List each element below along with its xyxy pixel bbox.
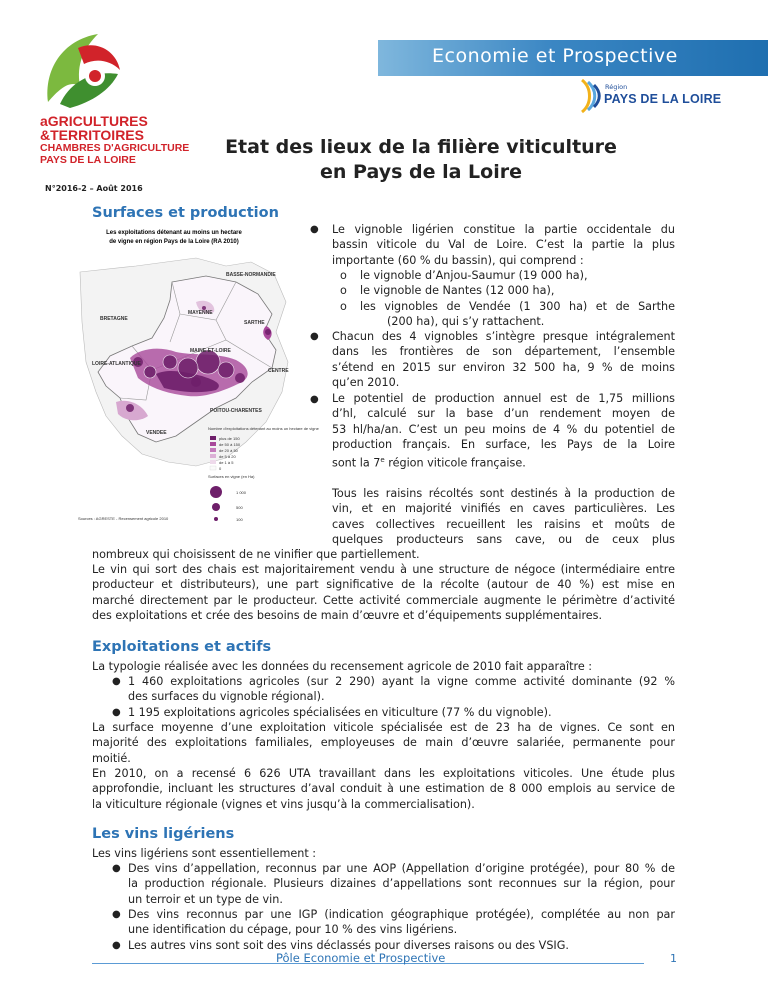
page-title: Etat des lieux de la filière viticulture en Pays de la Loire [225, 136, 617, 183]
subbullet-marker: o [340, 269, 347, 282]
chambres-agriculture-logo-icon [40, 30, 126, 112]
vins-intro: Les vins ligériens sont essentiellement : [92, 847, 317, 860]
svg-text:de 1 à 5: de 1 à 5 [219, 460, 234, 465]
svg-text:Surfaces en vigne (en Ha): Surfaces en vigne (en Ha) [208, 474, 255, 479]
vineyard-map [76, 222, 319, 527]
map-label-mayenne: MAYENNE [188, 310, 213, 316]
bullet-potentiel: Le potentiel de production annuel est de 1,75 millions d’hl, calculé sur la base d’un rendement moyen de 53 hl/ha/an. C’est un peu moins de 4 % du potentiel de production français. En surface, les Pays de la Loire sont la 7e région viticole française. [332, 392, 675, 470]
map-label-vendee: VENDEE [146, 430, 167, 436]
bullet-aop: Des vins d’appellation, reconnus par une AOP (Appellation d’origine protégée), pour 80 % de la production régionale. Plusieurs dizaines d’appellations sont reconnues sur la région, pour un terroir et un type de vin. [128, 862, 675, 906]
bullet-1195: 1 195 exploitations agricoles spécialisées en viticulture (77 % du vignoble). [128, 706, 552, 719]
bullet-frontieres: Chacun des 4 vignobles s’intègre presque intégralement dans les frontières de son département, l’ensemble s’étend en 2015 sur environ 32 500 ha, 9 % de moins qu’en 2010. [332, 330, 675, 390]
paragraph-raisins-end: nombreux qui choisissent de ne vinifier que partiellement. [92, 548, 420, 561]
bullet-1460: 1 460 exploitations agricoles (sur 2 290) ayant la vigne comme activité dominante (92 % des surfaces du vignoble régional). [128, 675, 675, 704]
document-number: N°2016-2 – Août 2016 [45, 184, 143, 193]
subbullet-vendee-sarthe: les vignobles de Vendée (1 300 ha) et de Sarthe [360, 300, 675, 313]
svg-text:de 20 à 50: de 20 à 50 [219, 448, 238, 453]
map-label-loire-atlantique: LOIRE-ATLANTIQUE [92, 361, 141, 367]
bullet-dot: ● [112, 940, 121, 951]
paragraph-negoce: Le vin qui sort des chais est majoritairement vendu à une structure de négoce (intermédiaire entre producteur et distributeurs), une part significative de la récolte (autour de 40 %) est mise en marché directement par le producteur. Cette activité commerciale augmente le périmètre d’activité des exploitations et crée des besoins de main d’œuvre et d’équipements supplémentaires. [92, 563, 675, 623]
bullet-dot: ● [112, 707, 121, 718]
region-label: Région [605, 83, 628, 91]
map-label-maine-et-loire: MAINE-ET-LOIRE [190, 348, 231, 354]
region-logo-icon [578, 78, 604, 114]
bullet-dot: ● [310, 331, 319, 342]
bullet-autres-vins: Les autres vins sont soit des vins déclassés pour diverses raisons ou des VSIG. [128, 939, 569, 952]
heading-surfaces: Surfaces et production [92, 205, 279, 221]
bullet-dot: ● [310, 224, 319, 235]
region-name: PAYS DE LA LOIRE [604, 92, 722, 106]
subbullet-marker: o [340, 300, 347, 313]
subbullet-marker: o [340, 284, 347, 297]
map-title-1: Les exploitations détenant au moins un hectare [106, 230, 242, 236]
bullet-dot: ● [310, 394, 319, 405]
bullet-dot: ● [112, 863, 121, 874]
paragraph-raisins: Tous les raisins récoltés sont destinés à la production de vin, et en majorité vinifiés en caves particulières. Les caves collectives recueillent les raisins et moûts de quelques producteurs sans cave, ou de ceux plus [332, 487, 675, 547]
svg-text:Sources : AGRESTE - Recensemen: Sources : AGRESTE - Recensement agricole 2010 [78, 516, 169, 521]
svg-text:0: 0 [219, 466, 222, 471]
subbullet-vendee-sarthe-cont: (200 ha), qui s’y rattachent. [387, 315, 545, 328]
map-label-basse-normandie: BASSE-NORMANDIE [226, 272, 276, 278]
svg-text:500: 500 [236, 505, 243, 510]
svg-text:de 50 à 150: de 50 à 150 [219, 442, 241, 447]
bullet-dot: ● [112, 676, 121, 687]
map-title-2: de vigne en région Pays de la Loire (RA 2010) [109, 239, 239, 245]
exploitations-intro: La typologie réalisée avec les données du recensement agricole de 2010 fait apparaître : [92, 660, 593, 673]
map-label-bretagne: BRETAGNE [100, 316, 128, 322]
bullet-igp: Des vins reconnus par une IGP (indication géographique protégée), complétée au non par une identification du cépage, pour 10 % des vins ligériens. [128, 908, 675, 937]
svg-text:plus de 150: plus de 150 [219, 436, 240, 441]
map-legend-title: Nombre d'exploitations détenant au moins un hectare de vigne [208, 426, 319, 431]
svg-text:100: 100 [236, 517, 243, 522]
subbullet-anjou: le vignoble d’Anjou-Saumur (19 000 ha), [360, 269, 588, 282]
heading-vins-ligeriens: Les vins ligériens [92, 826, 235, 842]
paragraph-surface-moyenne: La surface moyenne d’une exploitation viticole spécialisée est de 23 ha de vignes. Ce sont en majorité des exploitations familiales, employeuses de main d’œuvre salariée, permanente pour moitié. [92, 721, 675, 765]
logo-wordmark: aGRICULTURES &TERRITOIRES CHAMBRES D'AGRICULTURE PAYS DE LA LOIRE [40, 113, 190, 166]
svg-text:de 5 à 20: de 5 à 20 [219, 454, 236, 459]
paragraph-uta: En 2010, on a recensé 6 626 UTA travaillant dans les exploitations viticoles. Une étude plus approfondie, incluant les structures d’aval conduit à une estimation de 8 000 emplois au service de la viticulture régionale (vignes et vins jusqu’à la commercialisation). [92, 767, 675, 811]
heading-exploitations: Exploitations et actifs [92, 639, 272, 655]
header-band-title: Economie et Prospective [432, 45, 678, 67]
svg-text:1 000: 1 000 [236, 490, 247, 495]
subbullet-nantes: le vignoble de Nantes (12 000 ha), [360, 284, 555, 297]
bullet-dot: ● [112, 909, 121, 920]
map-label-centre: CENTRE [268, 368, 289, 374]
footer-text: Pôle Economie et Prospective [276, 951, 446, 965]
page-number: 1 [670, 952, 677, 965]
map-label-poitou-charentes: POITOU-CHARENTES [210, 408, 262, 414]
bullet-vignoble: Le vignoble ligérien constitue la partie occidentale du bassin viticole du Val de Loire. C’est la partie la plus importante (60 % du bassin), qui comprend : [332, 223, 675, 267]
map-label-sarthe: SARTHE [244, 320, 265, 326]
